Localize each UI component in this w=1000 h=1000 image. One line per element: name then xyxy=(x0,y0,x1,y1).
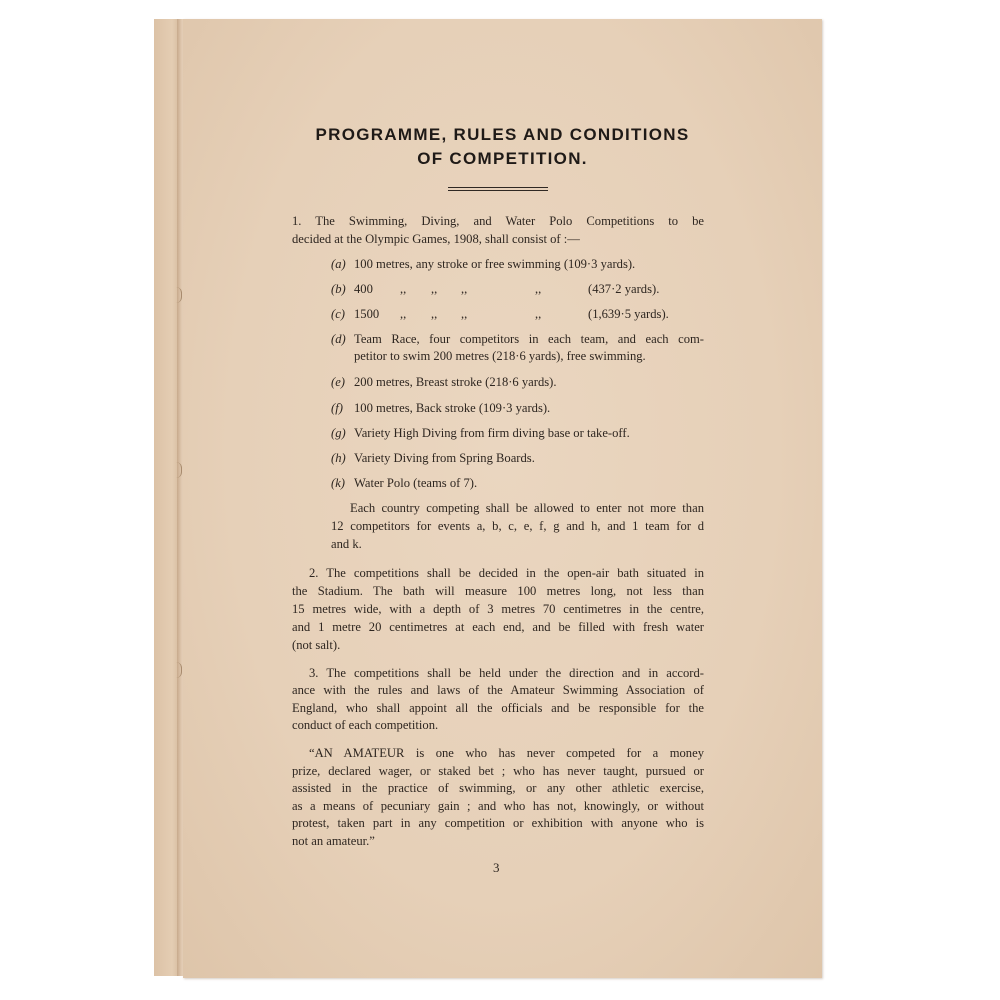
ditto-mark: ,, xyxy=(461,282,468,296)
entries-note-line: Each country competing shall be allowed to enter not more than xyxy=(350,501,704,515)
staple-notch-icon xyxy=(173,662,182,678)
page-title-line-1: PROGRAMME, RULES AND CONDITIONS xyxy=(315,125,690,144)
section-3-line: ance with the rules and laws of the Amateur Swimming Association of xyxy=(292,683,704,697)
event-a-text: 100 metres, any stroke or free swimming (109·3 yards). xyxy=(354,257,636,271)
event-c-distance: 1500 xyxy=(354,307,380,321)
event-letter: (k) xyxy=(331,476,345,490)
title-divider-rule xyxy=(448,187,548,188)
event-k-text: Water Polo (teams of 7). xyxy=(354,476,478,490)
event-letter: (g) xyxy=(331,426,346,440)
event-letter: (h) xyxy=(331,451,346,465)
amateur-quote-line: as a means of pecuniary gain ; and who has not, knowingly, or without xyxy=(292,799,704,813)
event-letter: (d) xyxy=(331,332,346,346)
section-1-intro-line: 1. The Swimming, Diving, and Water Polo Competitions to be xyxy=(292,214,704,228)
amateur-quote-line: protest, taken part in any competition or exhibition with anyone who is xyxy=(292,816,704,830)
ditto-mark: ,, xyxy=(400,307,407,321)
event-letter: (e) xyxy=(331,375,345,389)
ditto-mark: ,, xyxy=(431,307,438,321)
staple-notch-icon xyxy=(173,462,182,478)
document-page xyxy=(183,19,822,978)
ditto-mark: ,, xyxy=(535,282,542,296)
page-title-line-2: OF COMPETITION. xyxy=(417,149,588,168)
section-3-line: 3. The competitions shall be held under the direction and in accord- xyxy=(309,666,704,680)
ditto-mark: ,, xyxy=(535,307,542,321)
event-letter: (f) xyxy=(331,401,343,415)
section-2-line: the Stadium. The bath will measure 100 metres long, not less than xyxy=(292,584,704,598)
section-2-line: and 1 metre 20 centimetres at each end, and be filled with fresh water xyxy=(292,620,704,634)
amateur-quote-line: prize, declared wager, or staked bet ; who has never taught, pursued or xyxy=(292,764,704,778)
event-letter: (c) xyxy=(331,307,345,321)
event-d-line: Team Race, four competitors in each team, and each com- xyxy=(354,332,704,346)
ditto-mark: ,, xyxy=(431,282,438,296)
amateur-quote-line: not an amateur.” xyxy=(292,834,375,848)
page-number: 3 xyxy=(493,860,500,875)
ditto-mark: ,, xyxy=(400,282,407,296)
event-g-text: Variety High Diving from firm diving base or take-off. xyxy=(354,426,630,440)
title-divider-rule xyxy=(448,190,548,191)
event-h-text: Variety Diving from Spring Boards. xyxy=(354,451,535,465)
event-c-yards: (1,639·5 yards). xyxy=(588,307,669,321)
event-d-line: petitor to swim 200 metres (218·6 yards), free swimming. xyxy=(354,349,646,363)
amateur-quote-line: assisted in the practice of swimming, or any other athletic exercise, xyxy=(292,781,704,795)
section-1-intro-line: decided at the Olympic Games, 1908, shall consist of :— xyxy=(292,232,580,246)
event-b-yards: (437·2 yards). xyxy=(588,282,660,296)
section-2-line: (not salt). xyxy=(292,638,341,652)
event-f-text: 100 metres, Back stroke (109·3 yards). xyxy=(354,401,551,415)
entries-note-line: 12 competitors for events a, b, c, e, f, g and h, and 1 team for d xyxy=(331,519,704,533)
entries-note-line: and k. xyxy=(331,537,362,551)
event-e-text: 200 metres, Breast stroke (218·6 yards). xyxy=(354,375,557,389)
event-letter: (a) xyxy=(331,257,346,271)
section-2-line: 15 metres wide, with a depth of 3 metres 70 centimetres in the centre, xyxy=(292,602,704,616)
event-b-distance: 400 xyxy=(354,282,373,296)
amateur-quote-line: “AN AMATEUR is one who has never competed for a money xyxy=(309,746,704,760)
section-3-line: conduct of each competition. xyxy=(292,718,439,732)
section-2-line: 2. The competitions shall be decided in the open-air bath situated in xyxy=(309,566,704,580)
ditto-mark: ,, xyxy=(461,307,468,321)
staple-notch-icon xyxy=(173,287,182,303)
section-3-line: England, who shall appoint all the officials and be responsible for the xyxy=(292,701,704,715)
event-letter: (b) xyxy=(331,282,346,296)
